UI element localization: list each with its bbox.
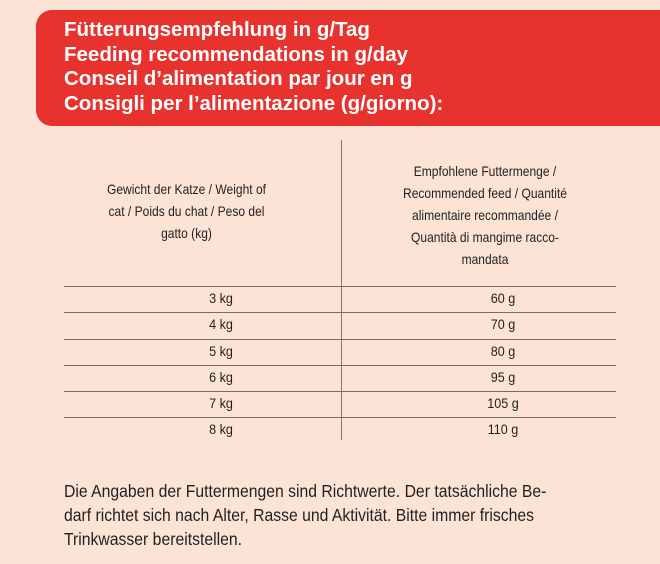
footnote-line-1: Die Angaben der Futtermengen sind Richtwerte. Der tatsächliche Be- — [64, 481, 547, 501]
feeding-table — [64, 140, 616, 440]
header-title-italian: Consigli per l’alimentazione (g/giorno): — [64, 91, 444, 115]
weight-cell: 5 kg — [209, 342, 233, 359]
weight-cell: 6 kg — [209, 368, 233, 385]
weight-cell: 8 kg — [209, 421, 233, 438]
table-row — [64, 286, 616, 312]
header-title-english: Feeding recommendations in g/day — [64, 42, 409, 66]
feed-cell: 60 g — [490, 290, 516, 306]
column-header-weight — [73, 178, 301, 244]
table-row — [64, 339, 616, 365]
column-header-feed-line-1: Empfohlene Futtermenge / — [413, 163, 557, 179]
feeding-footnote — [64, 479, 622, 551]
header-title-french: Conseil d’alimentation par jour en g — [64, 67, 413, 90]
feed-cell: 95 g — [490, 368, 516, 385]
table-body — [64, 286, 616, 444]
feed-cell: 110 g — [487, 421, 519, 438]
weight-cell: 3 kg — [209, 290, 233, 306]
footnote-line-3: Trinkwasser bereitstellen. — [64, 529, 242, 549]
column-header-feed-line-4: Quantità di mangime racco- — [411, 229, 559, 245]
footnote-line-2: darf richtet sich nach Alter, Rasse und Aktivität. Bitte immer frisches — [64, 505, 535, 525]
header-title-german: Fütterungsempfehlung in g/Tag — [64, 18, 370, 41]
feed-cell: 80 g — [490, 342, 516, 359]
column-header-weight-line-3: gatto (kg) — [161, 225, 212, 241]
column-header-feed-line-3: alimentaire recommandée / — [412, 207, 558, 223]
feed-cell: 70 g — [490, 316, 516, 333]
table-row — [64, 391, 616, 417]
feeding-header-banner — [36, 10, 660, 126]
column-header-feed-line-2: Recommended feed / Quantité — [403, 185, 567, 201]
feed-cell: 105 g — [487, 395, 519, 412]
weight-cell: 7 kg — [209, 395, 233, 412]
column-header-weight-line-2: cat / Poids du chat / Peso del — [108, 203, 265, 219]
weight-cell: 4 kg — [209, 316, 233, 333]
column-header-weight-line-1: Gewicht der Katze / Weight of — [106, 181, 267, 197]
table-row — [64, 312, 616, 338]
column-header-feed-line-5: mandata — [461, 251, 509, 267]
column-header-feed — [369, 160, 601, 270]
table-row — [64, 365, 616, 391]
table-row — [64, 417, 616, 443]
